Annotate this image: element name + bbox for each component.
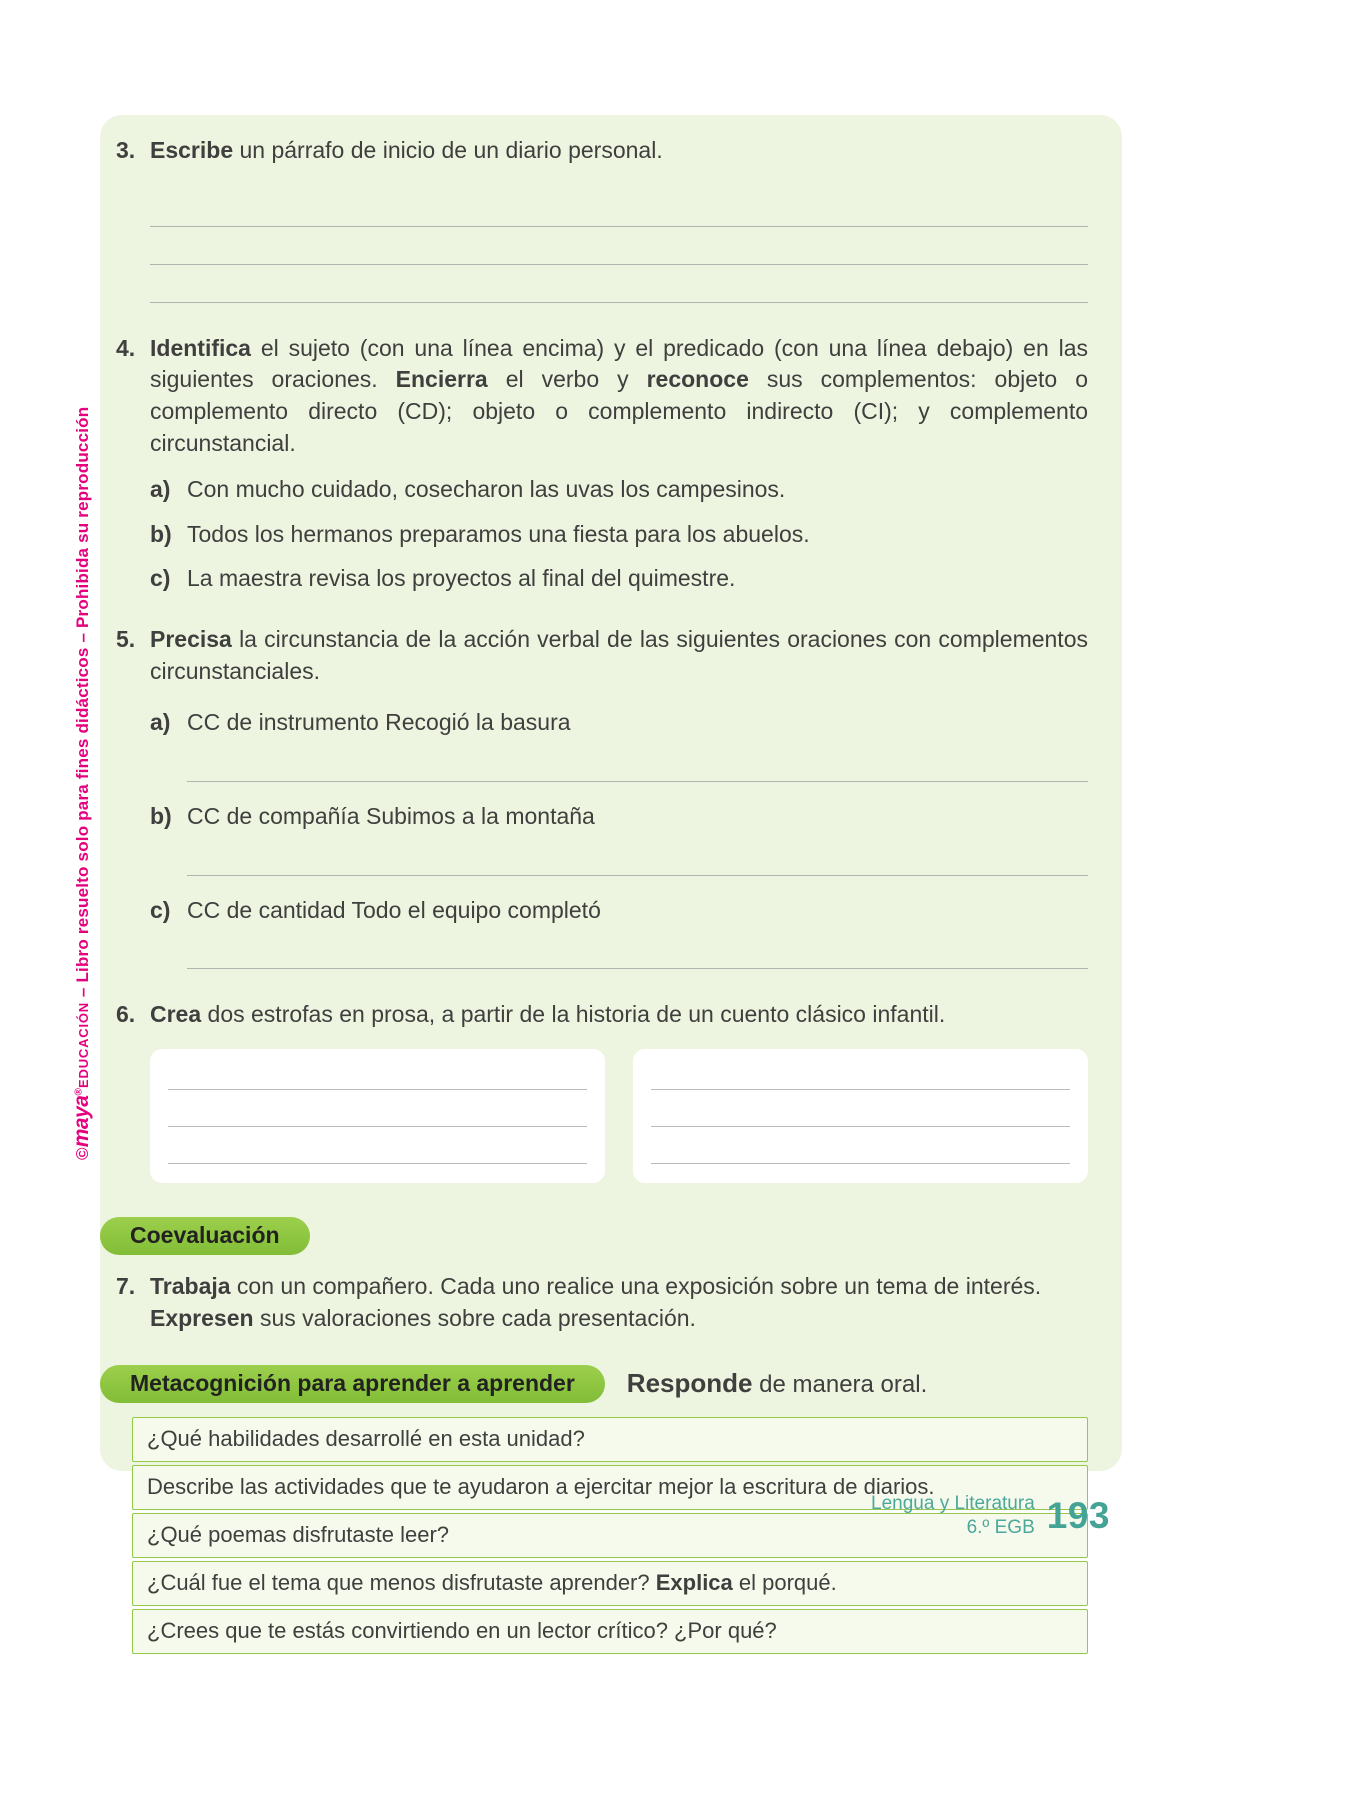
question-row: ¿Qué poemas disfrutaste leer? [132, 1513, 1088, 1558]
item-sentence: Todos los hermanos preparamos una fiesta para los abuelos. [187, 520, 810, 547]
writing-line[interactable] [187, 832, 1088, 876]
writing-line[interactable] [168, 1090, 587, 1127]
exercise-7-prompt: Trabaja con un compañero. Cada uno realice una exposición sobre un tema de interés. Expresen sus valoraciones sobre cada presentación. [150, 1273, 1042, 1331]
exercise-4-item-c [150, 564, 1088, 594]
subject-block [871, 1492, 1035, 1540]
answer-box[interactable] [633, 1049, 1088, 1183]
registered-symbol: ® [73, 1087, 85, 1096]
item-sentence: Con mucho cuidado, cosecharon las uvas los campesinos. [187, 475, 786, 502]
writing-line[interactable] [150, 265, 1088, 303]
page-number: 193 [1046, 1494, 1110, 1536]
writing-line[interactable] [168, 1053, 587, 1090]
item-letter: b) [150, 802, 172, 829]
item-letter: c) [150, 565, 171, 592]
writing-line[interactable] [651, 1090, 1070, 1127]
writing-line[interactable] [168, 1127, 587, 1164]
answer-box[interactable] [150, 1049, 605, 1183]
item-letter: c) [150, 896, 171, 923]
question-row: Describe las actividades que te ayudaron a ejercitar mejor la escritura de diarios. [132, 1465, 1088, 1510]
writing-line[interactable] [150, 227, 1088, 265]
metacognicion-instruction: Responde de manera oral. [626, 1368, 928, 1399]
exercise-5-prompt: Precisa la circunstancia de la acción verbal de las siguientes oraciones con complementos circunstanciales. [150, 626, 1088, 685]
educacion-label: EDUCACIÓN [76, 1002, 91, 1088]
metacognicion-header [116, 1365, 1088, 1403]
exercise-4 [116, 333, 1088, 595]
question-row: ¿Qué habilidades desarrollé en esta unidad? [132, 1417, 1088, 1462]
question-row: ¿Cuál fue el tema que menos disfrutaste aprender? Explica el porqué. [132, 1561, 1088, 1606]
exercise-4-item-a [150, 475, 1088, 505]
exercise-3-answer-lines [150, 189, 1088, 303]
exercise-number: 6. [116, 1001, 136, 1028]
legal-notice: – Libro resuelto solo para fines didácticos – Prohibida su reproducción [73, 406, 92, 1003]
exercise-6 [116, 999, 1088, 1031]
writing-line[interactable] [651, 1127, 1070, 1164]
exercise-5-item-b [150, 802, 1088, 832]
item-letter: a) [150, 475, 171, 502]
exercise-6-prompt: Crea dos estrofas en prosa, a partir de la historia de un cuento clásico infantil. [150, 1001, 946, 1028]
exercise-number: 3. [116, 137, 136, 163]
copyright-symbol: © [73, 1147, 92, 1160]
exercise-number: 4. [116, 334, 136, 361]
page-footer [820, 1492, 1110, 1540]
subject-name: Lengua y Literatura [871, 1493, 1035, 1514]
writing-line[interactable] [651, 1053, 1070, 1090]
exercise-number: 7. [116, 1273, 136, 1300]
exercise-3-prompt: Escribe un párrafo de inicio de un diario personal. [150, 137, 663, 163]
writing-line[interactable] [187, 925, 1088, 969]
exercise-5-item-c [150, 896, 1088, 926]
exercise-6-answer-boxes [150, 1049, 1088, 1183]
item-sentence: CC de compañía Subimos a la montaña [187, 802, 595, 829]
item-letter: b) [150, 520, 172, 547]
item-sentence: La maestra revisa los proyectos al final del quimestre. [187, 565, 736, 592]
question-row: ¿Crees que te estás convirtiendo en un lector crítico? ¿Por qué? [132, 1609, 1088, 1654]
exercise-3 [116, 135, 1088, 167]
exercise-5-item-a [150, 708, 1088, 738]
item-sentence: CC de cantidad Todo el equipo completó [187, 896, 601, 923]
metacognicion-badge: Metacognición para aprender a aprender [100, 1365, 605, 1403]
exercise-4-item-b [150, 520, 1088, 550]
exercise-4-prompt: Identifica el sujeto (con una línea encima) y el predicado (con una línea debajo) en las siguientes oraciones. Encierra el verbo y reconoce sus complementos: objeto o complemento directo (CD); objeto o complemento indirecto (CI); y complemento circunstancial. [150, 334, 1088, 456]
maya-logo: maya [70, 1095, 93, 1148]
copyright-sidebar [70, 407, 94, 1160]
exercise-7 [116, 1271, 1088, 1334]
item-letter: a) [150, 708, 171, 735]
writing-line[interactable] [187, 738, 1088, 782]
coevaluacion-badge: Coevaluación [100, 1217, 310, 1255]
exercise-number: 5. [116, 626, 136, 653]
writing-line[interactable] [150, 189, 1088, 227]
exercise-5 [116, 624, 1088, 969]
item-sentence: CC de instrumento Recogió la basura [187, 708, 571, 735]
grade-label: 6.º EGB [966, 1516, 1035, 1538]
